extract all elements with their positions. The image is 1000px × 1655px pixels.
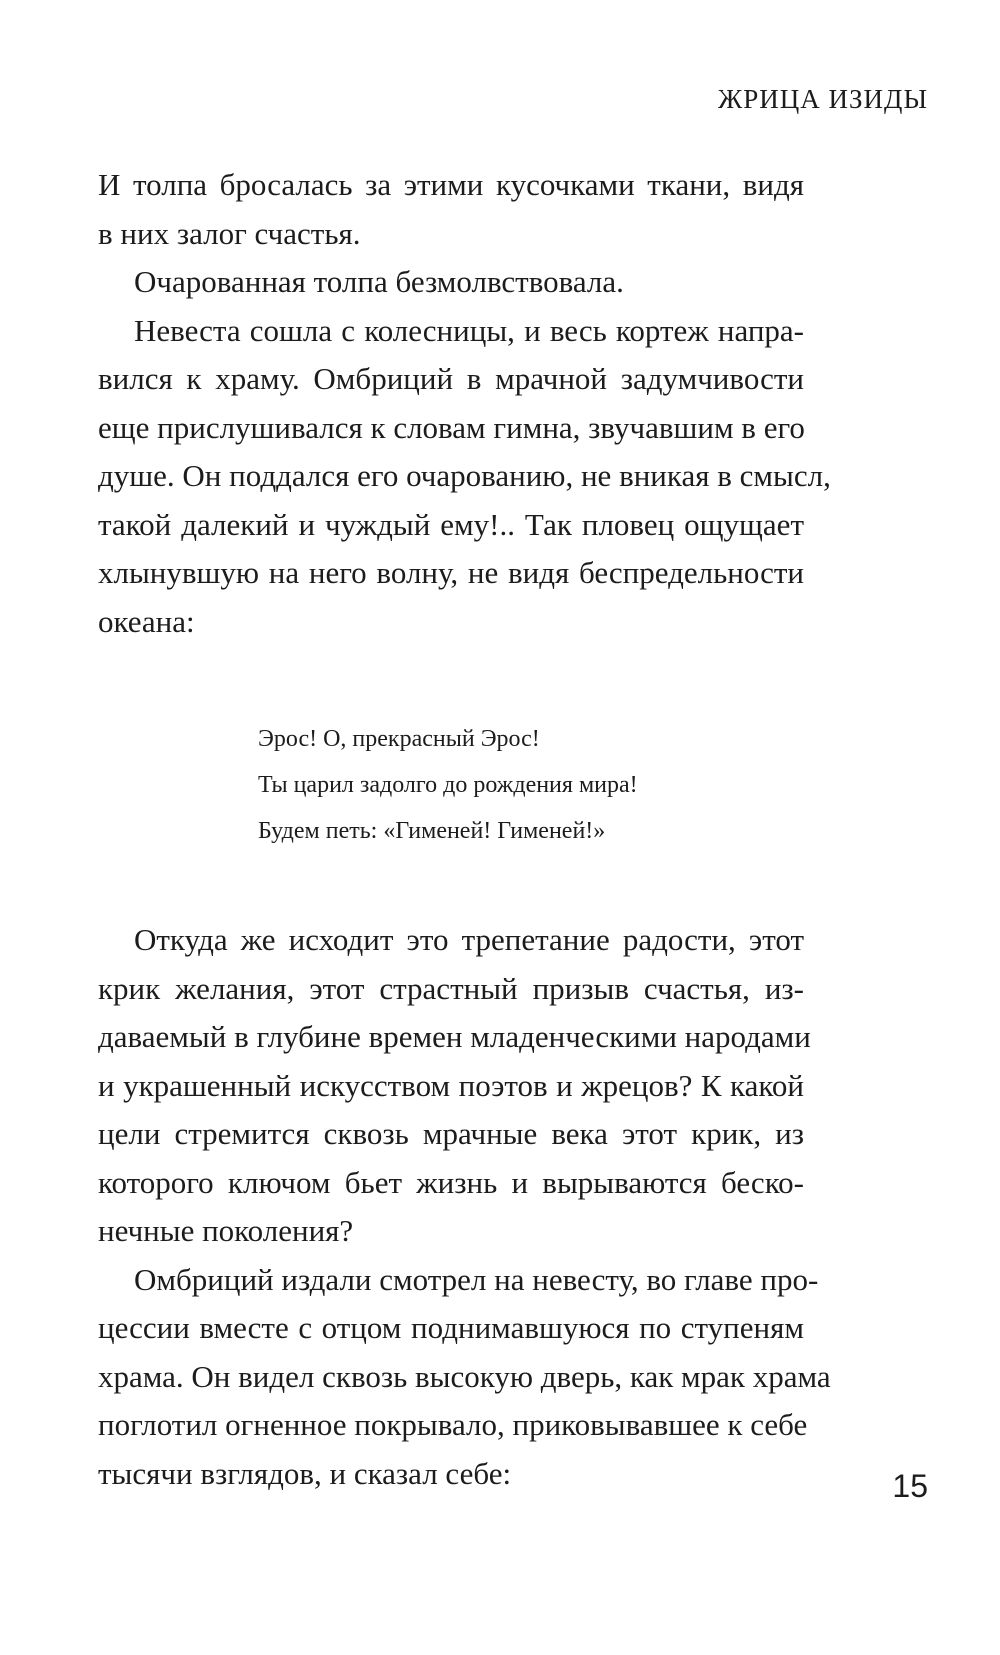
spacer <box>98 854 804 916</box>
text-line: вился к храму. Омбриций в мрачной задумчивости <box>98 361 804 396</box>
text-line: которого ключом бьет жизнь и вырываются беско- <box>98 1164 804 1200</box>
page-number: 15 <box>892 1468 928 1504</box>
text-line: нечные поколения? <box>98 1213 354 1248</box>
verse-line: Ты царил задолго до рождения мира! <box>258 772 638 798</box>
paragraph <box>98 307 831 647</box>
paragraph <box>98 1256 831 1499</box>
body-text <box>98 161 831 1498</box>
text-line: в них залог счастья. <box>98 215 361 251</box>
text-line: тысячи взглядов, и сказал себе: <box>98 1455 512 1491</box>
verse-block <box>98 716 804 854</box>
text-line: И толпа бросалась за этими кусочками ткани, видя <box>98 167 804 202</box>
text-line: цессии вместе с отцом поднимавшуюся по ступеням <box>98 1310 804 1345</box>
text-line: душе. Он поддался его очарованию, не вникая в смысл, <box>98 458 831 493</box>
text-line: даваемый в глубине времен младенческими народами <box>98 1019 811 1054</box>
text-line: Невеста сошла с колесницы, и весь кортеж напра- <box>134 312 804 348</box>
text-line: храма. Он видел сквозь высокую дверь, как мрак храма <box>98 1358 831 1394</box>
text-line: хлынувшую на него волну, не видя беспредельности <box>98 555 804 590</box>
running-head: ЖРИЦА ИЗИДЫ <box>718 84 928 114</box>
paragraph <box>98 258 804 307</box>
text-line: еще прислушивался к словам гимна, звучавшим в его <box>98 409 805 445</box>
text-line: и украшенный искусством поэтов и жрецов? К какой <box>98 1067 804 1103</box>
text-line: Откуда же исходит это трепетание радости, этот <box>134 922 804 957</box>
verse-line: Будем петь: «Гименей! Гименей!» <box>258 818 606 844</box>
spacer <box>98 646 804 716</box>
paragraph <box>98 161 804 258</box>
text-line: океана: <box>98 603 195 639</box>
text-line: такой далекий и чуждый ему!.. Так пловец ощущает <box>98 506 804 542</box>
verse-line: Эрос! О, прекрасный Эрос! <box>258 726 540 752</box>
text-line: цели стремится сквозь мрачные века этот крик, из <box>98 1116 804 1151</box>
text-line: крик желания, этот страстный призыв счастья, из- <box>98 970 804 1006</box>
paragraph <box>98 916 811 1256</box>
text-line: поглотил огненное покрывало, приковывавшее к себе <box>98 1407 808 1442</box>
text-line: Омбриций издали смотрел на невесту, во главе про- <box>134 1261 819 1297</box>
text-line: Очарованная толпа безмолвствовала. <box>134 264 624 299</box>
